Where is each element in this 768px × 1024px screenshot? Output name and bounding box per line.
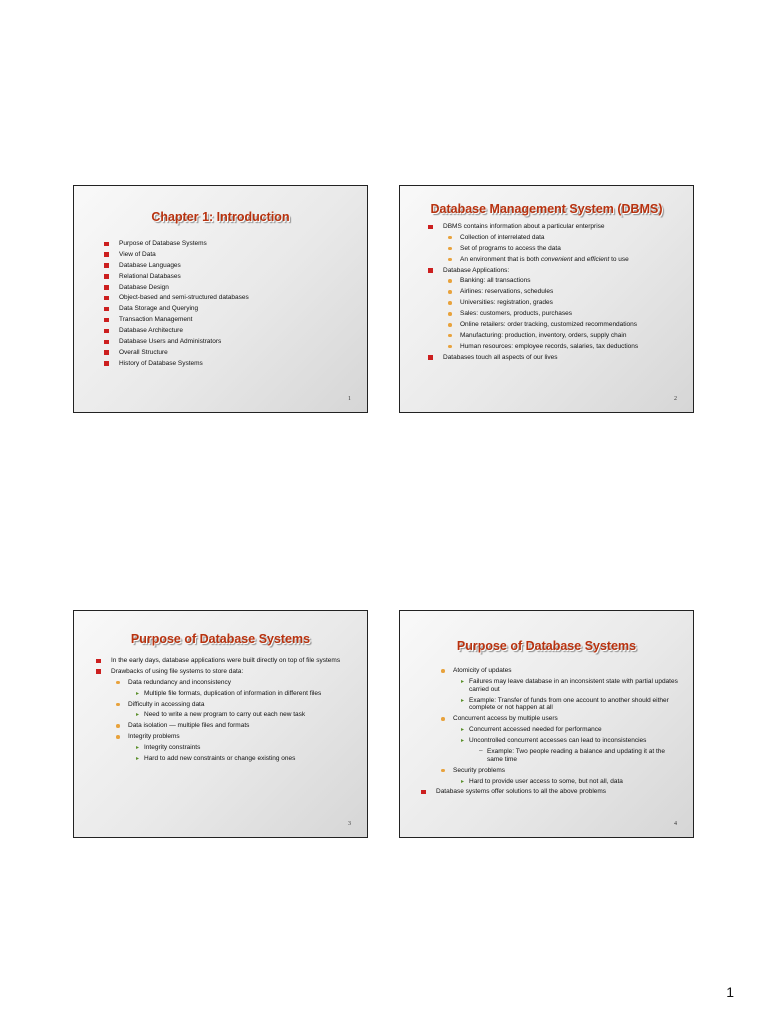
list-item: – Example: Two people reading a balance and updating it at the same time	[479, 747, 666, 763]
square-bullet-icon	[104, 296, 109, 301]
dot-bullet-icon	[116, 681, 120, 685]
square-bullet-icon	[104, 361, 109, 366]
list-item: Collection of interrelated data	[424, 234, 685, 242]
dot-bullet-icon	[448, 323, 452, 327]
list-item: Set of programs to access the data	[424, 245, 685, 253]
dash-bullet-icon: –	[479, 747, 483, 755]
list-item: Database Users and Administrators	[100, 338, 359, 346]
arrow-bullet-icon: ▸	[461, 678, 465, 685]
list-item: An environment that is both convenient and efficient to use	[424, 256, 685, 264]
slide-4	[399, 610, 694, 838]
list-item: ▸ Failures may leave database in an inconsistent state with partial updates carried out	[461, 677, 678, 693]
square-bullet-icon	[104, 263, 109, 268]
list-item: ▸ Concurrent accessed needed for performance	[461, 726, 602, 734]
slide-number: 3	[348, 821, 351, 827]
list-item: DBMS contains information about a particular enterprise	[424, 223, 685, 231]
square-bullet-icon	[96, 669, 101, 674]
slide-title: Chapter 1: Introduction	[151, 210, 290, 224]
list-item: Purpose of Database Systems	[100, 240, 359, 248]
square-bullet-icon	[104, 350, 109, 355]
dot-bullet-icon	[448, 258, 452, 262]
list-item: ▸ Uncontrolled concurrent accesses can lead to inconsistencies	[461, 737, 647, 745]
dot-bullet-icon	[448, 236, 452, 240]
list-item: ▸ Integrity constraints	[136, 744, 201, 752]
bullet-list	[92, 657, 341, 766]
dot-bullet-icon	[116, 724, 120, 728]
list-item: Transaction Management	[100, 316, 359, 324]
list-item: Overall Structure	[100, 349, 359, 357]
arrow-bullet-icon: ▸	[461, 727, 465, 734]
arrow-bullet-icon: ▸	[461, 738, 465, 745]
slide-number: 4	[674, 821, 677, 827]
slide-1	[73, 185, 368, 413]
arrow-bullet-icon: ▸	[136, 690, 140, 697]
dot-bullet-icon	[116, 703, 120, 707]
square-bullet-icon	[96, 659, 101, 664]
dot-bullet-icon	[448, 334, 452, 338]
list-item: Manufacturing: production, inventory, orders, supply chain	[424, 332, 685, 340]
square-bullet-icon	[104, 318, 109, 323]
list-item: Data redundancy and inconsistency	[92, 679, 341, 687]
dot-bullet-icon	[448, 290, 452, 294]
list-item: Databases touch all aspects of our lives	[424, 354, 685, 362]
list-item: ▸ Need to write a new program to carry out each new task	[136, 711, 306, 719]
list-item: Human resources: employee records, salaries, tax deductions	[424, 343, 685, 351]
square-bullet-icon	[104, 340, 109, 345]
dot-bullet-icon	[448, 301, 452, 305]
list-item: Database Architecture	[100, 327, 359, 335]
slide-2	[399, 185, 694, 413]
list-item: ▸ Multiple file formats, duplication of information in different files	[136, 689, 322, 697]
list-item: ▸ Hard to add new constraints or change existing ones	[136, 755, 296, 763]
list-item: Database Applications:	[424, 267, 685, 275]
slide-3	[73, 610, 368, 838]
square-bullet-icon	[421, 790, 426, 795]
square-bullet-icon	[104, 274, 109, 279]
arrow-bullet-icon: ▸	[461, 697, 465, 704]
list-item: Drawbacks of using file systems to store data:	[92, 668, 341, 676]
list-item: Concurrent access by multiple users	[417, 715, 679, 723]
list-item: Universities: registration, grades	[424, 299, 685, 307]
bullet-list	[100, 240, 359, 371]
dot-bullet-icon	[448, 247, 452, 251]
square-bullet-icon	[428, 225, 433, 230]
square-bullet-icon	[104, 329, 109, 334]
arrow-bullet-icon: ▸	[136, 712, 140, 719]
arrow-bullet-icon: ▸	[461, 778, 465, 785]
list-item: Atomicity of updates	[417, 667, 679, 675]
list-item: View of Data	[100, 251, 359, 259]
list-item: Banking: all transactions	[424, 277, 685, 285]
slide-number: 1	[348, 396, 351, 402]
list-item: Relational Databases	[100, 273, 359, 281]
list-item: Data isolation — multiple files and formats	[92, 722, 341, 730]
list-item: History of Database Systems	[100, 360, 359, 368]
list-item: ▸ Hard to provide user access to some, but not all, data	[461, 777, 623, 785]
list-item: In the early days, database applications were built directly on top of file systems	[92, 657, 341, 665]
list-item: Airlines: reservations, schedules	[424, 288, 685, 296]
square-bullet-icon	[104, 285, 109, 290]
page-number: 1	[726, 984, 734, 1000]
list-item: Database Languages	[100, 262, 359, 270]
list-item: Online retailers: order tracking, customized recommendations	[424, 321, 685, 329]
arrow-bullet-icon: ▸	[136, 756, 140, 763]
slide-number: 2	[674, 396, 677, 402]
dot-bullet-icon	[448, 279, 452, 283]
dot-bullet-icon	[441, 769, 445, 773]
bullet-list	[417, 667, 679, 799]
slide-title: Database Management System (DBMS)	[430, 202, 663, 216]
list-item: Database systems offer solutions to all the above problems	[417, 788, 679, 796]
arrow-bullet-icon: ▸	[136, 745, 140, 752]
square-bullet-icon	[104, 242, 109, 247]
dot-bullet-icon	[448, 312, 452, 316]
square-bullet-icon	[428, 355, 433, 360]
dot-bullet-icon	[441, 717, 445, 721]
square-bullet-icon	[104, 307, 109, 312]
list-item: Difficulty in accessing data	[92, 701, 341, 709]
bullet-list	[424, 223, 685, 365]
square-bullet-icon	[428, 268, 433, 273]
dot-bullet-icon	[441, 669, 445, 673]
list-item: Integrity problems	[92, 733, 341, 741]
list-item: Sales: customers, products, purchases	[424, 310, 685, 318]
dot-bullet-icon	[116, 735, 120, 739]
list-item: Database Design	[100, 284, 359, 292]
list-item: Security problems	[417, 767, 679, 775]
list-item: Object-based and semi-structured databases	[100, 294, 359, 302]
slide-title: Purpose of Database Systems	[130, 632, 311, 646]
square-bullet-icon	[104, 252, 109, 257]
list-item: ▸ Example: Transfer of funds from one account to another should either complete or not happen at all	[461, 696, 669, 712]
dot-bullet-icon	[448, 345, 452, 349]
list-item: Data Storage and Querying	[100, 305, 359, 313]
slide-title: Purpose of Database Systems	[456, 639, 637, 653]
